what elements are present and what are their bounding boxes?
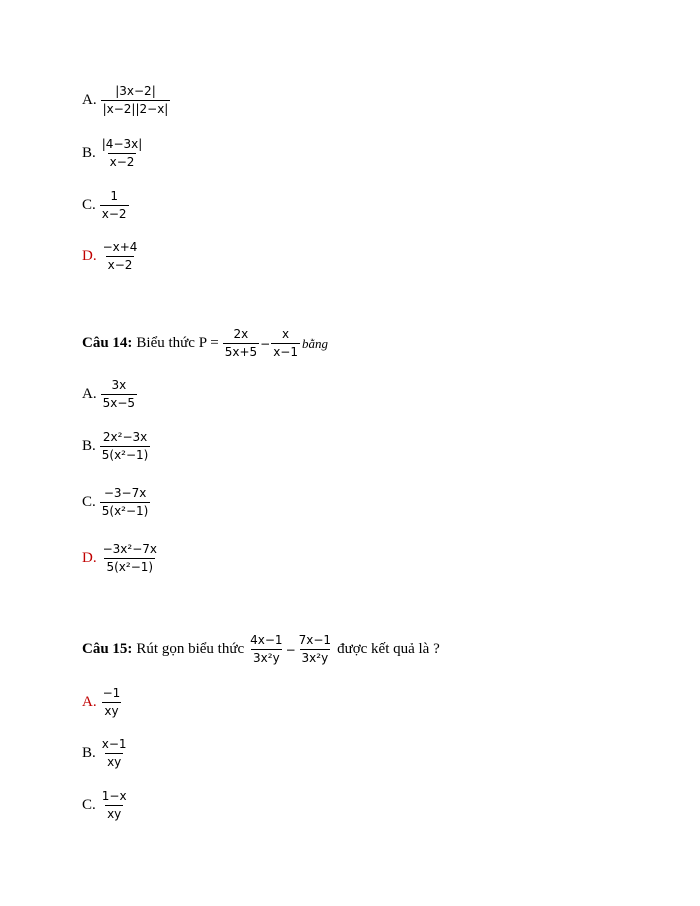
q14-option-b	[82, 430, 150, 463]
fraction-numerator: −1	[102, 686, 121, 700]
question-text: Rút gọn biểu thức	[136, 641, 245, 657]
fraction	[100, 737, 129, 770]
fraction-numerator: x	[282, 327, 290, 341]
q14-question	[82, 327, 328, 360]
fraction-numerator: −x+4	[102, 240, 138, 254]
question-tail: được kết quả là ?	[337, 641, 440, 657]
option-label-correct: D.	[82, 550, 97, 566]
fraction	[100, 486, 151, 519]
fraction-numerator: −3x²−7x	[102, 542, 157, 556]
q15-option-a	[82, 686, 122, 719]
fraction-denominator: 5(x²−1)	[101, 448, 149, 462]
fraction-denominator: x−2	[109, 155, 135, 169]
q13-option-a	[82, 84, 170, 117]
option-label: B.	[82, 745, 96, 761]
fraction-numerator: −3−7x	[103, 486, 147, 500]
option-label: C.	[82, 494, 96, 510]
q15-question	[82, 633, 444, 666]
fraction-numerator: 2x²−3x	[102, 430, 148, 444]
q15-option-c	[82, 789, 129, 822]
fraction-denominator: 3x²y	[253, 651, 280, 665]
fraction-numerator: 1−x	[101, 789, 127, 803]
question-text: Biểu thức P =	[136, 335, 219, 351]
q13-option-d	[82, 240, 139, 273]
minus-operator: −	[260, 336, 271, 351]
fraction	[248, 633, 284, 666]
fraction	[101, 240, 140, 273]
option-label: B.	[82, 145, 96, 161]
fraction-denominator: 5(x²−1)	[101, 504, 149, 518]
q14-option-a	[82, 378, 137, 411]
question-number: Câu 14:	[82, 335, 133, 351]
fraction-denominator: 5(x²−1)	[106, 560, 154, 574]
fraction	[100, 137, 145, 170]
fraction-denominator: x−1	[273, 345, 298, 359]
fraction-denominator: 5x+5	[224, 345, 258, 359]
option-label: B.	[82, 438, 96, 454]
fraction-numerator: 4x−1	[250, 633, 283, 647]
fraction-numerator: 7x−1	[298, 633, 332, 647]
question-number: Câu 15:	[82, 641, 133, 657]
option-label: A.	[82, 386, 97, 402]
fraction	[101, 542, 159, 575]
q15-option-b	[82, 737, 129, 770]
fraction	[223, 327, 259, 360]
fraction-denominator: xy	[107, 807, 122, 821]
fraction	[101, 686, 123, 719]
fraction	[101, 378, 137, 411]
option-label: C.	[82, 197, 96, 213]
fraction	[100, 789, 129, 822]
option-label-correct: D.	[82, 248, 97, 264]
fraction	[100, 430, 151, 463]
q13-option-b	[82, 137, 144, 170]
fraction-numerator: x−1	[101, 737, 127, 751]
fraction-numerator: 3x	[111, 378, 127, 392]
fraction	[100, 189, 129, 222]
fraction	[297, 633, 333, 666]
fraction-numerator: |4−3x|	[101, 137, 143, 151]
q13-option-c	[82, 189, 129, 222]
q14-option-d	[82, 542, 159, 575]
fraction-denominator: xy	[104, 704, 119, 718]
question-tail: bằng	[302, 335, 328, 351]
fraction-denominator: |x−2||2−x|	[102, 102, 169, 116]
fraction-denominator: x−2	[101, 207, 127, 221]
option-label-correct: A.	[82, 694, 97, 710]
option-label: A.	[82, 92, 97, 108]
fraction-numerator: |3x−2|	[115, 84, 156, 98]
fraction-numerator: 2x	[233, 327, 249, 341]
q14-option-c	[82, 486, 150, 519]
fraction	[271, 327, 300, 360]
fraction	[101, 84, 171, 117]
minus-operator: −	[285, 642, 296, 657]
option-label: C.	[82, 797, 96, 813]
fraction-denominator: xy	[107, 755, 122, 769]
fraction-denominator: x−2	[107, 258, 133, 272]
fraction-denominator: 3x²y	[301, 651, 329, 665]
fraction-numerator: 1	[110, 189, 118, 203]
fraction-denominator: 5x−5	[102, 396, 136, 410]
